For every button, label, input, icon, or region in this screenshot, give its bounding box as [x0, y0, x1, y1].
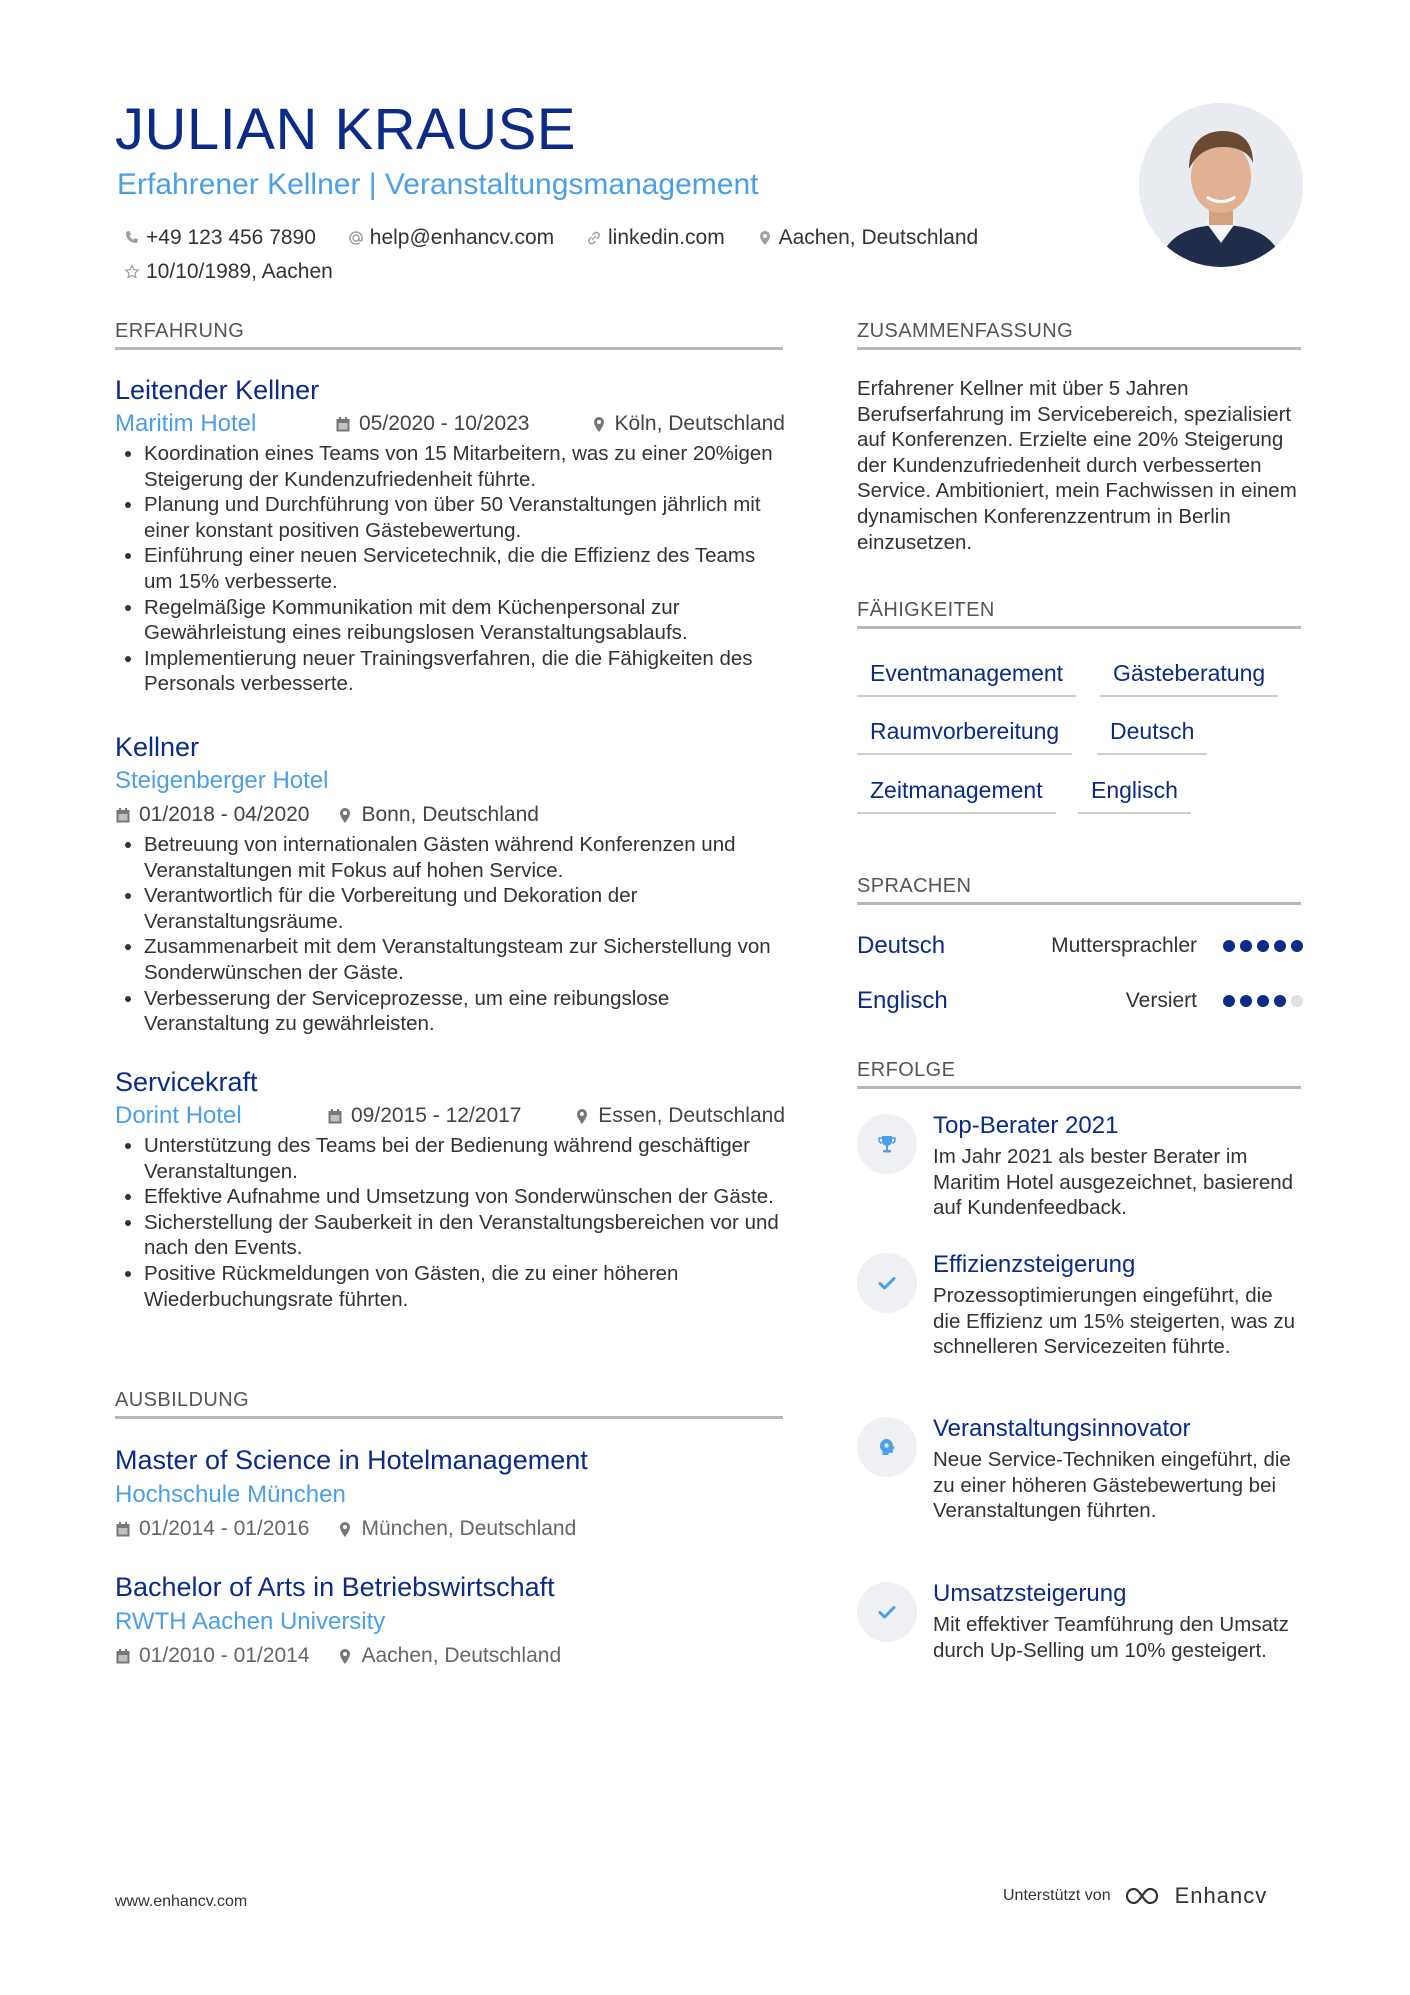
job-location: Köln, Deutschland	[591, 407, 785, 441]
job-bullets	[115, 441, 785, 697]
candidate-name: JULIAN KRAUSE	[115, 97, 576, 162]
list-item: • Unterstützung des Teams bei der Bedienung während geschäftiger Veranstaltungen.	[144, 1133, 785, 1184]
language-name: Deutsch	[857, 932, 946, 959]
rating-dot-filled	[1274, 940, 1286, 952]
job-title: Kellner	[115, 732, 200, 762]
languages-heading: SPRACHEN	[857, 875, 1301, 905]
job-company: Steigenberger Hotel	[115, 767, 329, 794]
at-icon	[348, 230, 364, 246]
achievement-desc: Mit effektiver Teamführung den Umsatz durch Up-Selling um 10% gesteigert.	[933, 1613, 1289, 1662]
calendar-icon	[327, 1108, 343, 1125]
skill-tag: Deutsch	[1097, 715, 1207, 755]
list-item: • Regelmäßige Kommunikation mit dem Küchenpersonal zur Gewährleistung eines reibungslosen Veranstaltungsablaufs.	[144, 595, 785, 646]
check-icon	[876, 1601, 898, 1623]
contact-birth: 10/10/1989, Aachen	[124, 256, 333, 288]
school-name: RWTH Aachen University	[115, 1608, 386, 1635]
footer-brand: Enhancv	[1174, 1883, 1268, 1908]
school-name: Hochschule München	[115, 1481, 346, 1508]
achievement-icon-wrap	[857, 1114, 917, 1174]
skill-tag: Raumvorbereitung	[857, 715, 1072, 755]
language-level: Versiert	[1125, 989, 1197, 1012]
phone-icon	[124, 230, 140, 246]
achievements-heading: ERFOLGE	[857, 1059, 1301, 1089]
job-location: Essen, Deutschland	[574, 1099, 785, 1133]
rating-dot-filled	[1240, 940, 1252, 952]
job-meta	[115, 764, 785, 798]
language-level: Muttersprachler	[1051, 934, 1197, 957]
list-item: • Koordination eines Teams von 15 Mitarbeitern, was zu einer 20%igen Steigerung der Kundenzufriedenheit führte.	[144, 441, 785, 492]
education-meta	[115, 1639, 785, 1673]
skill-tag: Eventmanagement	[857, 657, 1076, 697]
job-title: Servicekraft	[115, 1067, 258, 1097]
list-item: • Verbesserung der Serviceprozesse, um eine reibungslose Veranstaltung zu gewährleisten.	[144, 986, 785, 1037]
calendar-icon	[115, 1521, 131, 1538]
contact-info	[124, 222, 1084, 290]
skill-tag: Zeitmanagement	[857, 774, 1056, 814]
portrait-icon	[1139, 103, 1303, 267]
location-pin-icon	[337, 1648, 353, 1665]
contact-linkedin[interactable]: linkedin.com	[586, 222, 725, 254]
job-date: 01/2018 - 04/2020	[115, 798, 309, 832]
job-meta	[115, 1099, 785, 1133]
rating-dot-filled	[1274, 995, 1286, 1007]
education-location: Aachen, Deutschland	[337, 1639, 561, 1673]
list-item: • Betreuung von internationalen Gästen während Konferenzen und Veranstaltungen mit Fokus auf hohen Service.	[144, 832, 785, 883]
rating-dot-filled	[1257, 940, 1269, 952]
job-date: 05/2020 - 10/2023	[335, 407, 529, 441]
location-pin-icon	[574, 1108, 590, 1125]
rating-dot-filled	[1257, 995, 1269, 1007]
contact-phone: +49 123 456 7890	[124, 222, 316, 254]
achievement-title: Umsatzsteigerung	[933, 1580, 1127, 1607]
experience-heading: ERFAHRUNG	[115, 320, 783, 350]
job-company: Dorint Hotel	[115, 1102, 242, 1129]
skill-tag: Englisch	[1078, 774, 1191, 814]
check-icon	[876, 1272, 898, 1294]
job-entry-1	[115, 373, 785, 697]
education-entry-2	[115, 1569, 785, 1673]
location-pin-icon	[757, 230, 773, 246]
list-item: • Effektive Aufnahme und Umsetzung von Sonderwünschen der Gäste.	[144, 1184, 785, 1210]
rating-dot-filled	[1223, 995, 1235, 1007]
location-pin-icon	[591, 416, 607, 433]
location-pin-icon	[337, 807, 353, 824]
education-location: München, Deutschland	[337, 1512, 576, 1546]
skill-tag: Gästeberatung	[1100, 657, 1278, 697]
trophy-icon	[876, 1133, 898, 1155]
job-title: Leitender Kellner	[115, 375, 320, 405]
achievement-desc: Prozessoptimierungen eingeführt, die die Effizienz um 15% steigerten, was zu schnelleren Servicezeiten führte.	[933, 1284, 1295, 1359]
job-meta	[115, 407, 785, 441]
link-icon	[586, 230, 602, 246]
achievement-icon-wrap	[857, 1582, 917, 1642]
star-icon	[124, 264, 140, 280]
list-item: • Einführung einer neuen Servicetechnik, die die Effizienz des Teams um 15% verbesserte.	[144, 543, 785, 594]
list-item: • Verantwortlich für die Vorbereitung und Dekoration der Veranstaltungsräume.	[144, 883, 785, 934]
footer-powered-label: Unterstützt von	[1003, 1887, 1111, 1904]
list-item: • Zusammenarbeit mit dem Veranstaltungsteam zur Sicherstellung von Sonderwünschen der Gäste.	[144, 934, 785, 985]
calendar-icon	[115, 807, 131, 824]
language-row	[857, 984, 1303, 1018]
enhancv-logo-icon	[1123, 1884, 1167, 1908]
degree-title: Bachelor of Arts in Betriebswirtschaft	[115, 1572, 555, 1602]
achievement-desc: Neue Service-Techniken eingeführt, die zu einer höheren Gästebewertung bei Veranstaltungen führten.	[933, 1448, 1291, 1523]
location-pin-icon	[337, 1521, 353, 1538]
language-rating	[1218, 940, 1303, 952]
contact-email[interactable]: help@enhancv.com	[348, 222, 554, 254]
rating-dot-filled	[1291, 940, 1303, 952]
education-date: 01/2014 - 01/2016	[115, 1512, 309, 1546]
achievement-icon-wrap	[857, 1417, 917, 1477]
language-name: Englisch	[857, 987, 948, 1014]
job-date: 09/2015 - 12/2017	[327, 1099, 521, 1133]
education-meta	[115, 1512, 785, 1546]
profile-photo	[1139, 103, 1303, 267]
job-meta-2	[115, 798, 785, 832]
job-location: Bonn, Deutschland	[337, 798, 538, 832]
achievement-desc: Im Jahr 2021 als bester Berater im Maritim Hotel ausgezeichnet, basierend auf Kundenfeedback.	[933, 1145, 1294, 1220]
language-rating	[1218, 995, 1303, 1007]
calendar-icon	[335, 416, 351, 433]
education-entry-1	[115, 1442, 785, 1546]
footer-branding	[1003, 1883, 1267, 1909]
contact-location: Aachen, Deutschland	[757, 222, 979, 254]
job-company: Maritim Hotel	[115, 410, 257, 437]
list-item: • Sicherstellung der Sauberkeit in den Veranstaltungsbereichen vor und nach den Events.	[144, 1210, 785, 1261]
list-item: • Implementierung neuer Trainingsverfahren, die die Fähigkeiten des Personals verbesserte.	[144, 646, 785, 697]
rating-dot-empty	[1291, 995, 1303, 1007]
summary-heading: ZUSAMMENFASSUNG	[857, 320, 1301, 350]
job-entry-2	[115, 730, 785, 1037]
achievement-icon-wrap	[857, 1253, 917, 1313]
rating-dot-filled	[1240, 995, 1252, 1007]
education-date: 01/2010 - 01/2014	[115, 1639, 309, 1673]
achievement-title: Effizienzsteigerung	[933, 1251, 1136, 1278]
calendar-icon	[115, 1648, 131, 1665]
summary-text: Erfahrener Kellner mit über 5 Jahren Berufserfahrung im Servicebereich, spezialisiert auf Konferenzen. Erzielte eine 20% Steigerung der Kundenzufriedenheit durch verbesserten Service. Ambitioniert, mein Fachwissen in einem dynamischen Konferenzzentrum in Berlin einzusetzen.	[857, 377, 1297, 554]
footer-website[interactable]: www.enhancv.com	[115, 1893, 248, 1910]
job-bullets	[115, 832, 785, 1037]
achievement-title: Top-Berater 2021	[933, 1112, 1119, 1139]
list-item: • Planung und Durchführung von über 50 Veranstaltungen jährlich mit einer konstant positiven Gästebewertung.	[144, 492, 785, 543]
list-item: • Positive Rückmeldungen von Gästen, die zu einer höheren Wiederbuchungsrate führten.	[144, 1261, 785, 1312]
brain-icon	[876, 1436, 898, 1458]
job-bullets	[115, 1133, 785, 1312]
language-row	[857, 929, 1303, 963]
job-entry-3	[115, 1065, 785, 1312]
candidate-title: Erfahrener Kellner | Veranstaltungsmanagement	[117, 168, 759, 201]
degree-title: Master of Science in Hotelmanagement	[115, 1445, 588, 1475]
achievement-title: Veranstaltungsinnovator	[933, 1415, 1191, 1442]
skills-heading: FÄHIGKEITEN	[857, 599, 1301, 629]
education-heading: AUSBILDUNG	[115, 1389, 783, 1419]
rating-dot-filled	[1223, 940, 1235, 952]
